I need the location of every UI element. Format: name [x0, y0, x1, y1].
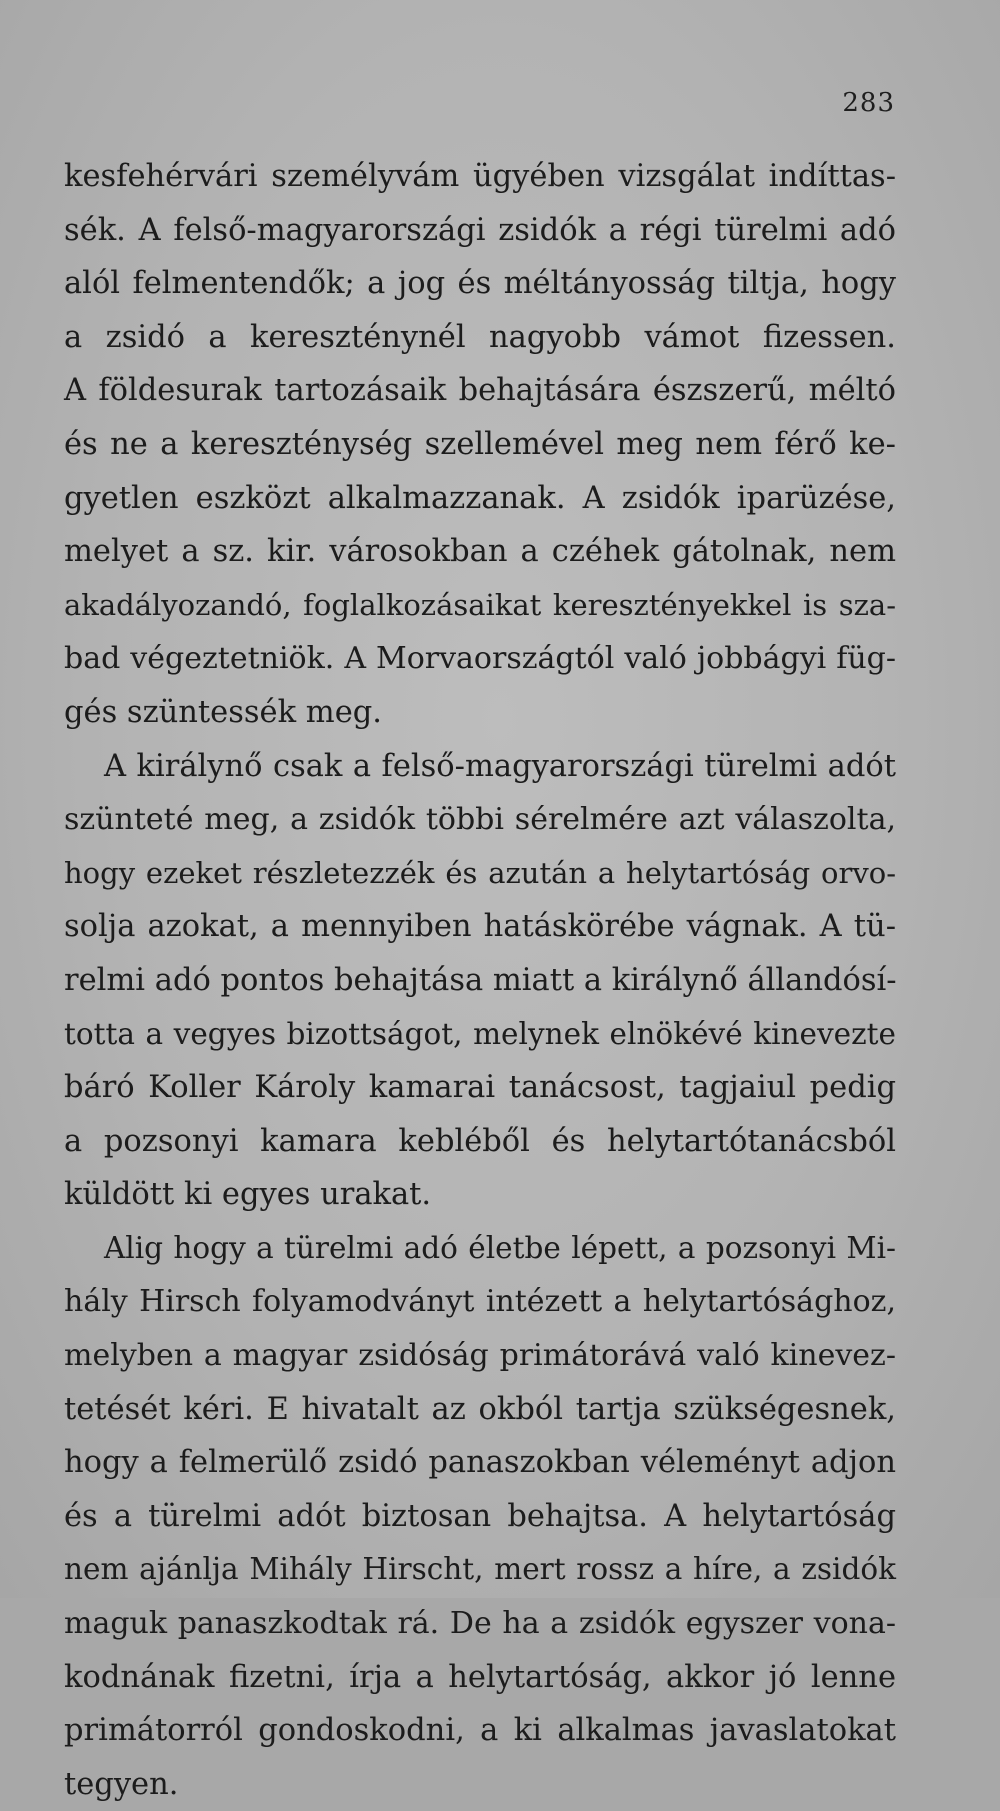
text-line: sék. A felső-magyarországi zsidók a régi türelmi adó [64, 212, 896, 248]
text-line: a pozsonyi kamara kebléből és helytartótanácsból [64, 1123, 896, 1159]
text-line: báró Koller Károly kamarai tanácsost, tagjaiul pedig [64, 1070, 896, 1106]
text-line: szünteté meg, a zsidók többi sérelmére azt válaszolta, [64, 802, 896, 838]
paragraph-first-line: A királynő csak a felső-magyarországi türelmi adót [104, 748, 896, 784]
text-line: tetését kéri. E hivatalt az okból tartja szükségesnek, [64, 1391, 896, 1427]
text-line: hogy a felmerülő zsidó panaszokban véleményt adjon [64, 1445, 896, 1481]
text-line: maguk panaszkodtak rá. De ha a zsidók egyszer vona- [64, 1606, 896, 1642]
text-line: kesfehérvári személyvám ügyében vizsgálat indíttas- [64, 159, 896, 194]
text-line: gés szüntessék meg. [64, 694, 382, 730]
text-line: hály Hirsch folyamodványt intézett a helytartósághoz, [64, 1284, 896, 1320]
text-line: A földesurak tartozásaik behajtására észszerű, méltó [64, 373, 896, 409]
text-line: primátorról gondoskodni, a ki alkalmas javaslatokat [64, 1713, 896, 1749]
text-line: alól felmentendők; a jog és méltányosság tiltja, hogy [64, 266, 896, 302]
text-line: hogy ezeket részletezzék és azután a helytartóság orvo- [64, 855, 896, 890]
text-line: tegyen. [64, 1766, 179, 1802]
text-line: kodnának fizetni, írja a helytartóság, akkor jó lenne [64, 1659, 896, 1695]
paragraph-first-line: Alig hogy a türelmi adó életbe lépett, a pozsonyi Mi- [104, 1230, 896, 1265]
text-line: és a türelmi adót biztosan behajtsa. A helytartóság [64, 1498, 896, 1534]
text-line: melyet a sz. kir. városokban a czéhek gátolnak, nem [64, 534, 896, 570]
page-number: 283 [842, 88, 895, 118]
text-line: akadályozandó, foglalkozásaikat keresztényekkel is sza- [64, 587, 896, 622]
text-line: melyben a magyar zsidóság primátorává való kinevez- [64, 1338, 896, 1374]
text-body [64, 150, 896, 1811]
text-line: nem ajánlja Mihály Hirscht, mert rossz a híre, a zsidók [64, 1552, 896, 1587]
text-line: totta a vegyes bizottságot, melynek elnökévé kinevezte [64, 1016, 896, 1051]
text-line: gyetlen eszközt alkalmazzanak. A zsidók iparüzése, [64, 480, 896, 516]
text-line: bad végeztetniök. A Morvaországtól való jobbágyi füg- [64, 641, 896, 677]
text-line: és ne a kereszténység szellemével meg nem férő ke- [64, 426, 896, 462]
text-line: a zsidó a kereszténynél nagyobb vámot fizessen. [64, 319, 896, 355]
text-line: solja azokat, a mennyiben hatáskörébe vágnak. A tü- [64, 909, 896, 945]
text-line: küldött ki egyes urakat. [64, 1177, 432, 1213]
text-line: relmi adó pontos behajtása miatt a királynő állandósí- [64, 962, 897, 998]
